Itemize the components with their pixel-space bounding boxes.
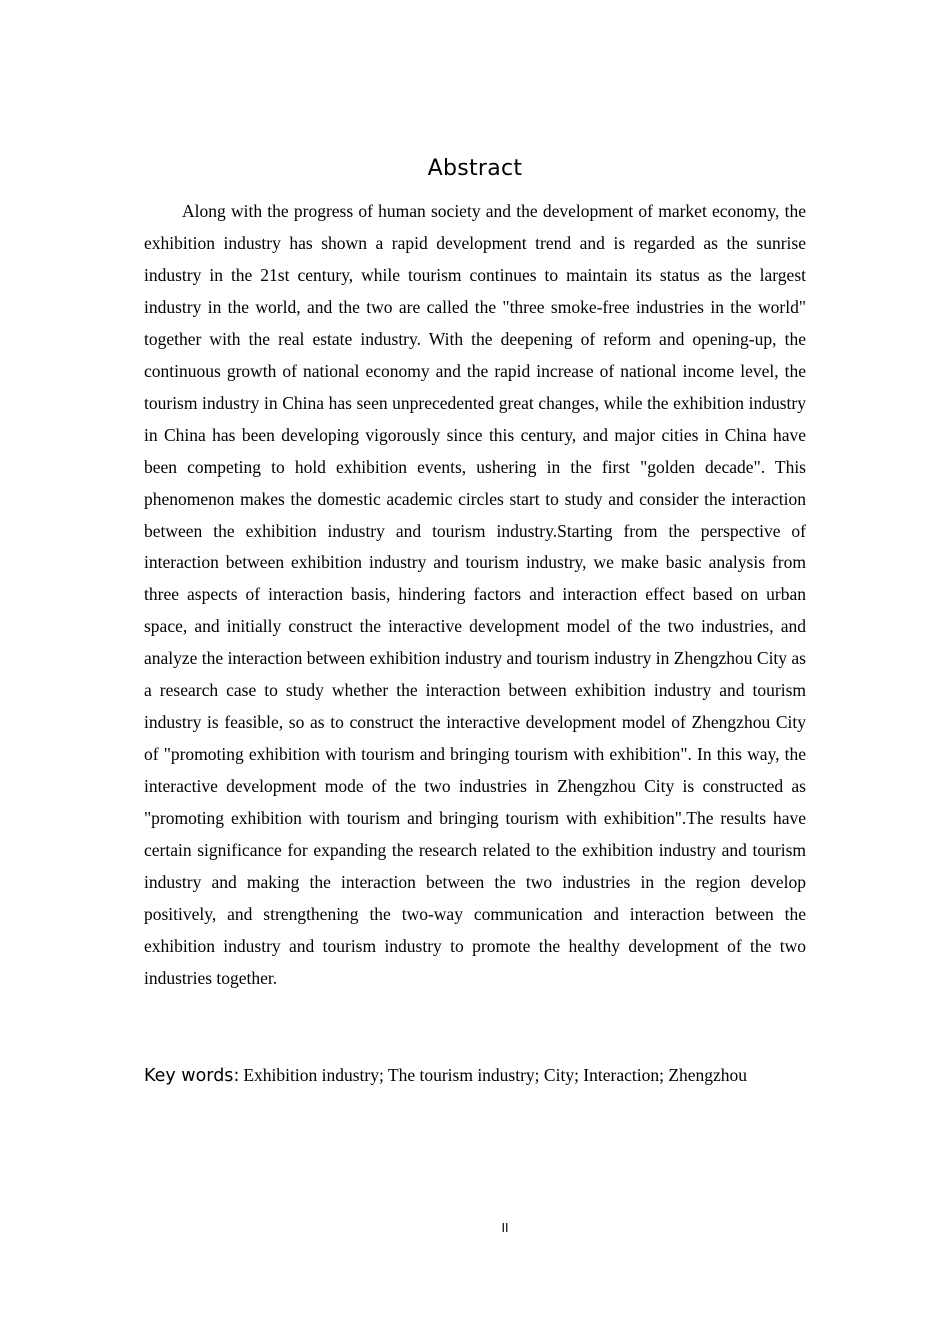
keywords-label: Key words	[144, 1066, 234, 1086]
abstract-title: Abstract	[427, 156, 523, 181]
keywords-line	[144, 1059, 824, 1093]
abstract-body: Along with the progress of human society and the development of market economy, the exhibition industry has shown a rapid development trend and is regarded as the sunrise industry in the 21st century, while tourism continues to maintain its status as the largest industry in the world, and the two are called the "three smoke-free industries in the world" together with the real estate industry. With the deepening of reform and opening-up, the continuous growth of national economy and the rapid increase of national income level, the tourism industry in China has seen unprecedented great changes, while the exhibition industry in China has been developing vigorously since this century, and major cities in China have been competing to hold exhibition events, ushering in the first "golden decade". This phenomenon makes the domestic academic circles start to study and consider the interaction between the exhibition industry and tourism industry.Starting from the perspective of interaction between exhibition industry and tourism industry, we make basic analysis from three aspects of interaction basis, hindering factors and interaction effect based on urban space, and initially construct the interactive development model of the two industries, and analyze the interaction between exhibition industry and tourism industry in Zhengzhou City as a research case to study whether the interaction between exhibition industry and tourism industry is feasible, so as to construct the interactive development model of Zhengzhou City of "promoting exhibition with tourism and bringing tourism with exhibition". In this way, the interactive development mode of the two industries in Zhengzhou City is constructed as "promoting exhibition with tourism and bringing tourism with exhibition".The results have certain significance for expanding the research related to the exhibition industry and tourism industry and making the interaction between the two industries in the region develop positively, and strengthening the two-way communication and interaction between the exhibition industry and tourism industry to promote the healthy development of the two industries together.	[144, 201, 806, 988]
page-number: II	[501, 1221, 509, 1235]
keywords-value: Exhibition industry; The tourism industry; City; Interaction; Zhengzhou	[243, 1065, 748, 1085]
keywords-separator: :	[233, 1066, 240, 1086]
